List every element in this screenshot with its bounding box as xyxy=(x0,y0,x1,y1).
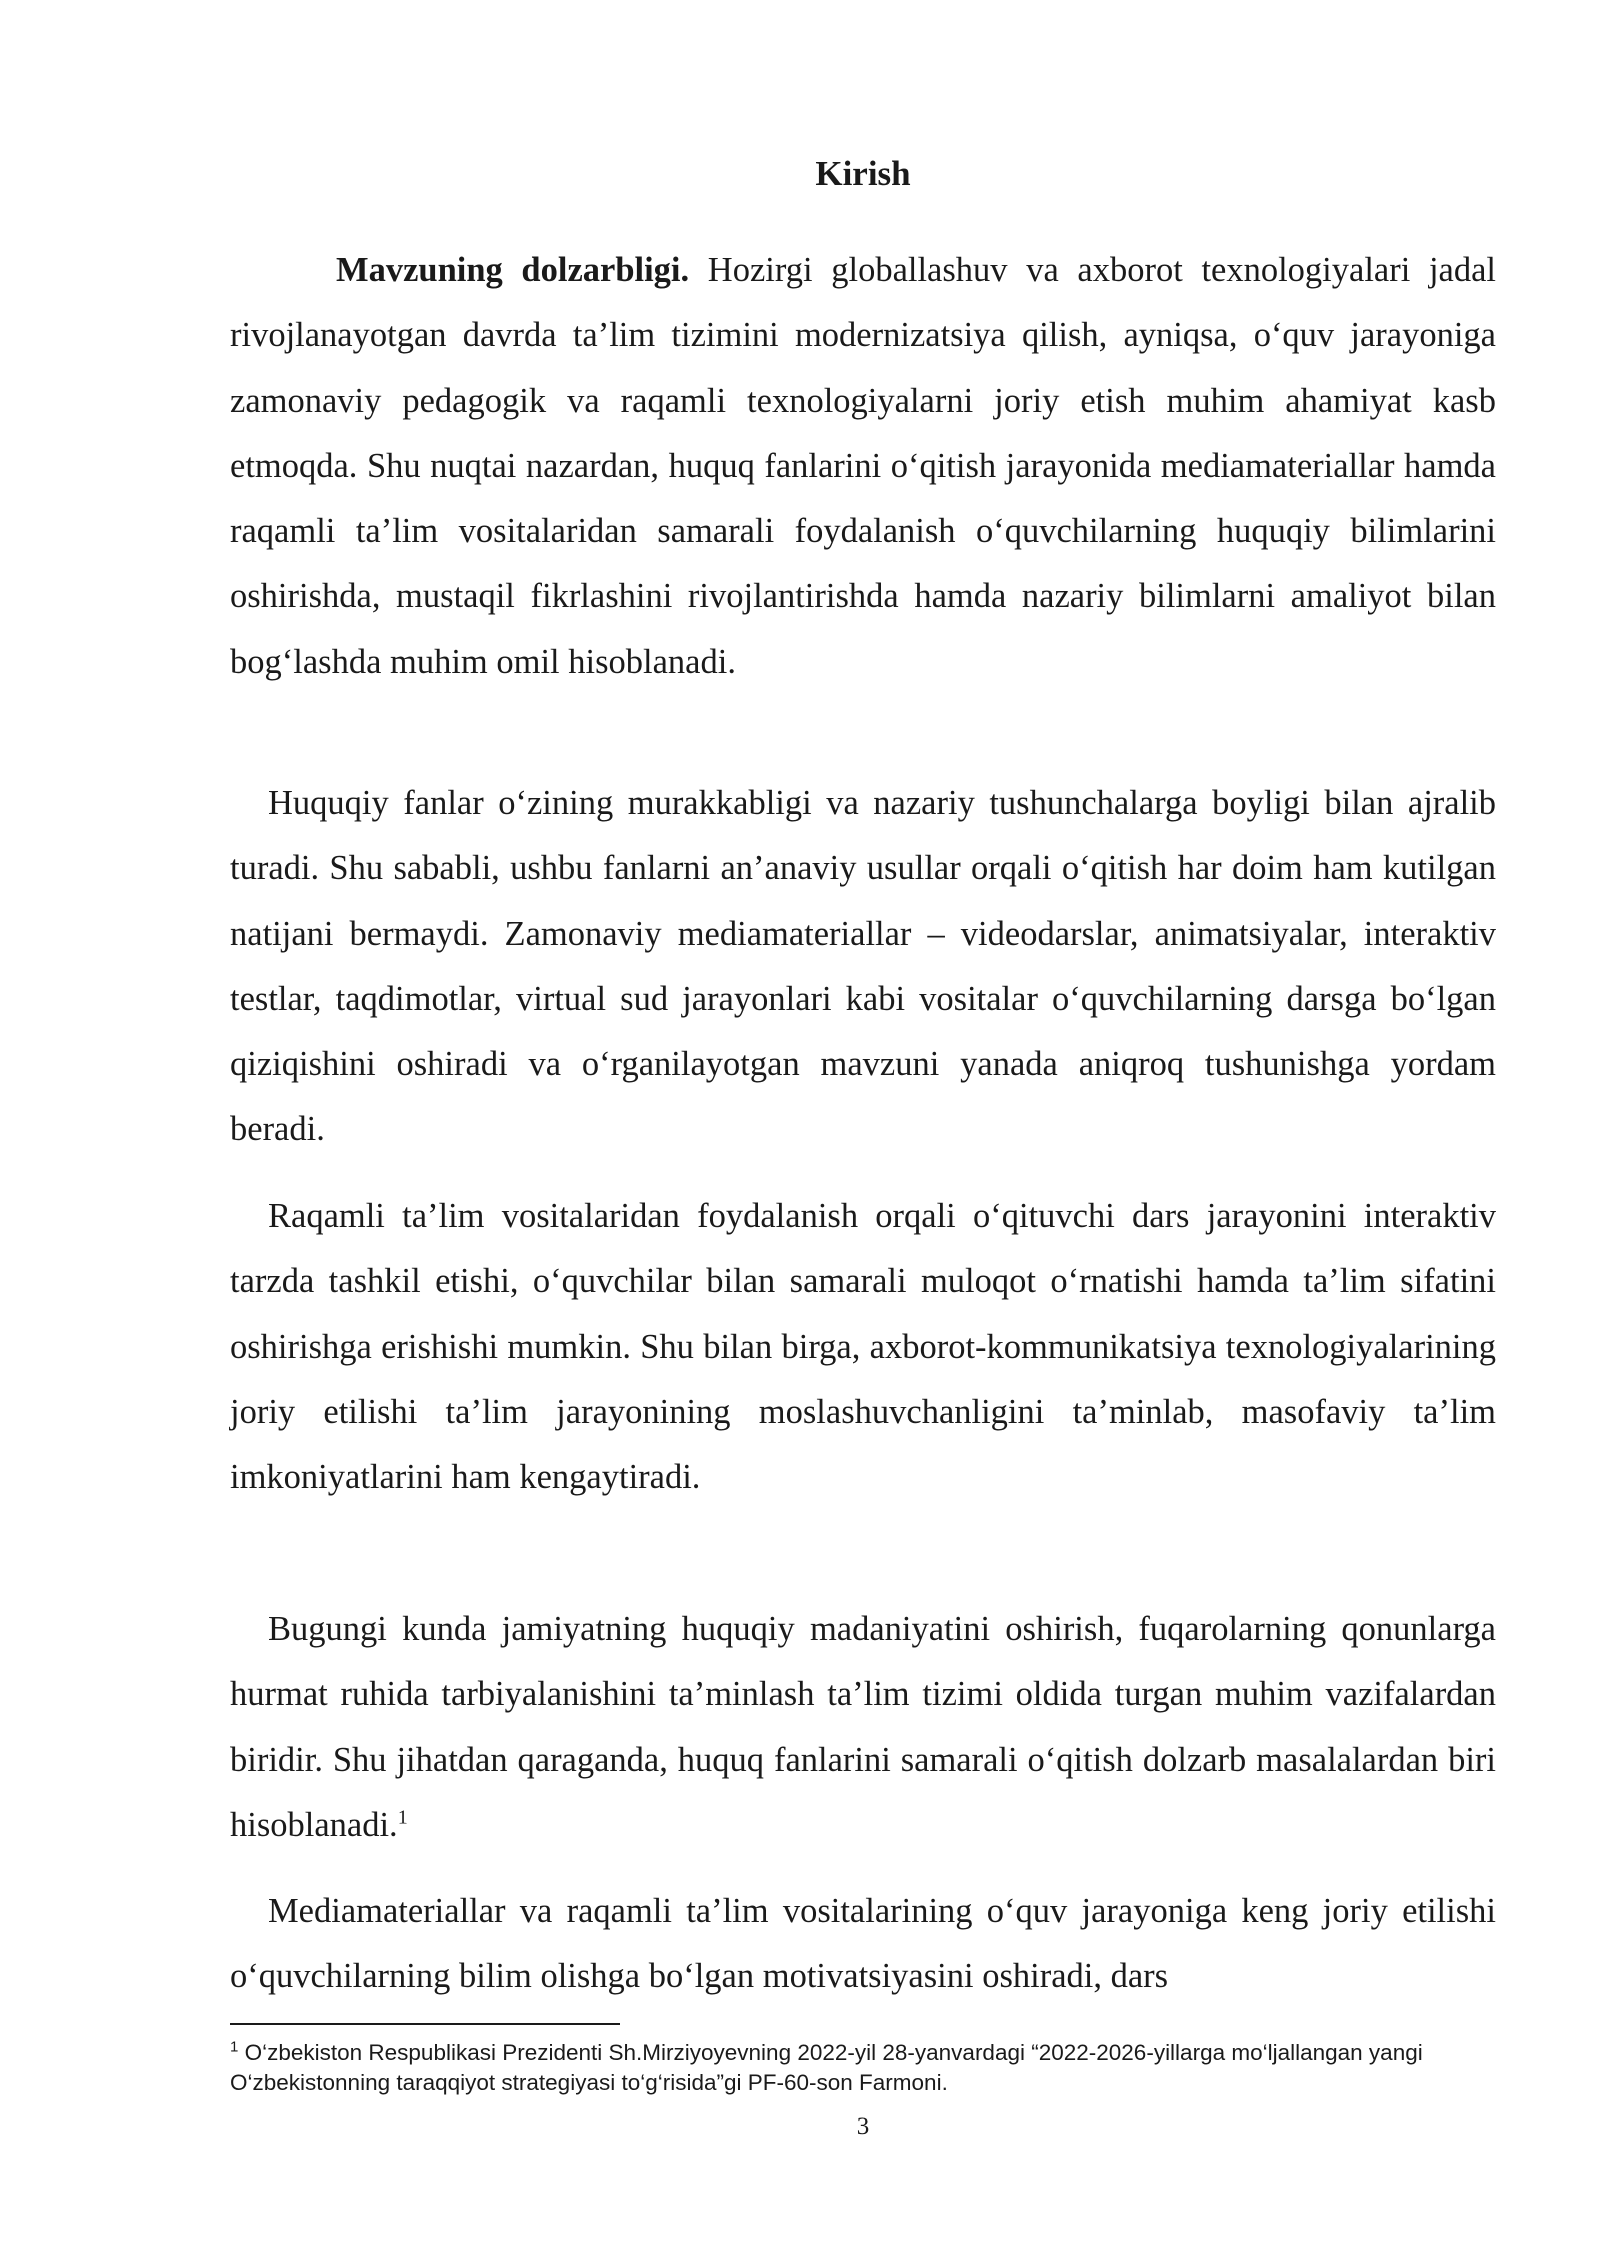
footnote-marker: 1 xyxy=(230,2038,239,2056)
body-text-2 xyxy=(230,771,1496,1163)
paragraph-lead: Mavzuning dolzarbligi. xyxy=(336,251,690,289)
page-number: 3 xyxy=(856,2113,870,2140)
body-text-4 xyxy=(230,1597,1496,1858)
page-title: Kirish xyxy=(815,154,911,193)
paragraph-1-text: Hozirgi globallashuv va axborot texnologiyalari jadal rivojlanayotgan davrda ta’lim tizimini modernizatsiya qilish, ayniqsa, o‘quv jarayoniga zamonaviy pedagogik va raqamli texnologiyalarni joriy etish muhim ahamiyat kasb etmoqda. Shu nuqtai nazardan, huquq fanlarini o‘qitish jarayonida mediamateriallar hamda raqamli ta’lim vositalaridan samarali foydalanish o‘quvchilarning huquqiy bilimlarini oshirishda, mustaqil fikrlashini rivojlantirishda hamda nazariy bilimlarni amaliyot bilan bog‘lashda muhim omil hisoblanadi. xyxy=(230,251,1496,681)
footnote xyxy=(230,2038,1496,2098)
paragraph-5: Mediamateriallar va raqamli ta’lim vositalarining o‘quv jarayoniga keng joriy etilishi o‘quvchilarning bilim olishga bo‘lgan motivatsiyasini oshiradi, dars xyxy=(230,1892,1496,1996)
paragraph-3: Raqamli ta’lim vositalaridan foydalanish orqali o‘qituvchi dars jarayonini interaktiv tarzda tashkil etishi, o‘quvchilar bilan samarali muloqot o‘rnatishi hamda ta’lim sifatini oshirishga erishishi mumkin. Shu bilan birga, axborot-kommunikatsiya texnologiyalarining joriy etilishi ta’lim jarayonining moslashuvchanligini ta’minlab, masofaviy ta’lim imkoniyatlarini ham kengaytiradi. xyxy=(230,1197,1496,1497)
paragraph-1 xyxy=(230,238,1496,695)
footnote-reference[interactable]: 1 xyxy=(397,1806,408,1829)
paragraph-4-text: Bugungi kunda jamiyatning huquqiy madaniyatini oshirish, fuqarolarning qonunlarga hurmat ruhida tarbiyalanishini ta’minlash ta’lim tizimi oldida turgan muhim vazifalardan biridir. Shu jihatdan qaraganda, huquq fanlarini samarali o‘qitish dolzarb masalalardan biri hisoblanadi. xyxy=(230,1610,1496,1844)
footnote-text: O‘zbekiston Respublikasi Prezidenti Sh.Mirziyoyevning 2022-yil 28-yanvardagi “2022-2026-yillarga mo‘ljallangan yangi O‘zbekistonning taraqqiyot strategiyasi to‘g‘risida”gi PF-60-son Farmoni. xyxy=(230,2040,1423,2095)
body-text-5 xyxy=(230,1879,1496,2010)
paragraph-2: Huquqiy fanlar o‘zining murakkabligi va nazariy tushunchalarga boyligi bilan ajralib turadi. Shu sababli, ushbu fanlarni an’anaviy usullar orqali o‘qitish har doim ham kutilgan natijani bermaydi. Zamonaviy mediamateriallar – videodarslar, animatsiyalar, interaktiv testlar, taqdimotlar, virtual sud jarayonlari kabi vositalar o‘quvchilarning darsga bo‘lgan qiziqishini oshiradi va o‘rganilayotgan mavzuni yanada aniqroq tushunishga yordam beradi. xyxy=(230,784,1496,1149)
footnote-separator xyxy=(230,2023,620,2025)
body-text-3 xyxy=(230,1184,1496,1510)
body-text xyxy=(230,238,1496,695)
paragraph-4 xyxy=(230,1597,1496,1858)
